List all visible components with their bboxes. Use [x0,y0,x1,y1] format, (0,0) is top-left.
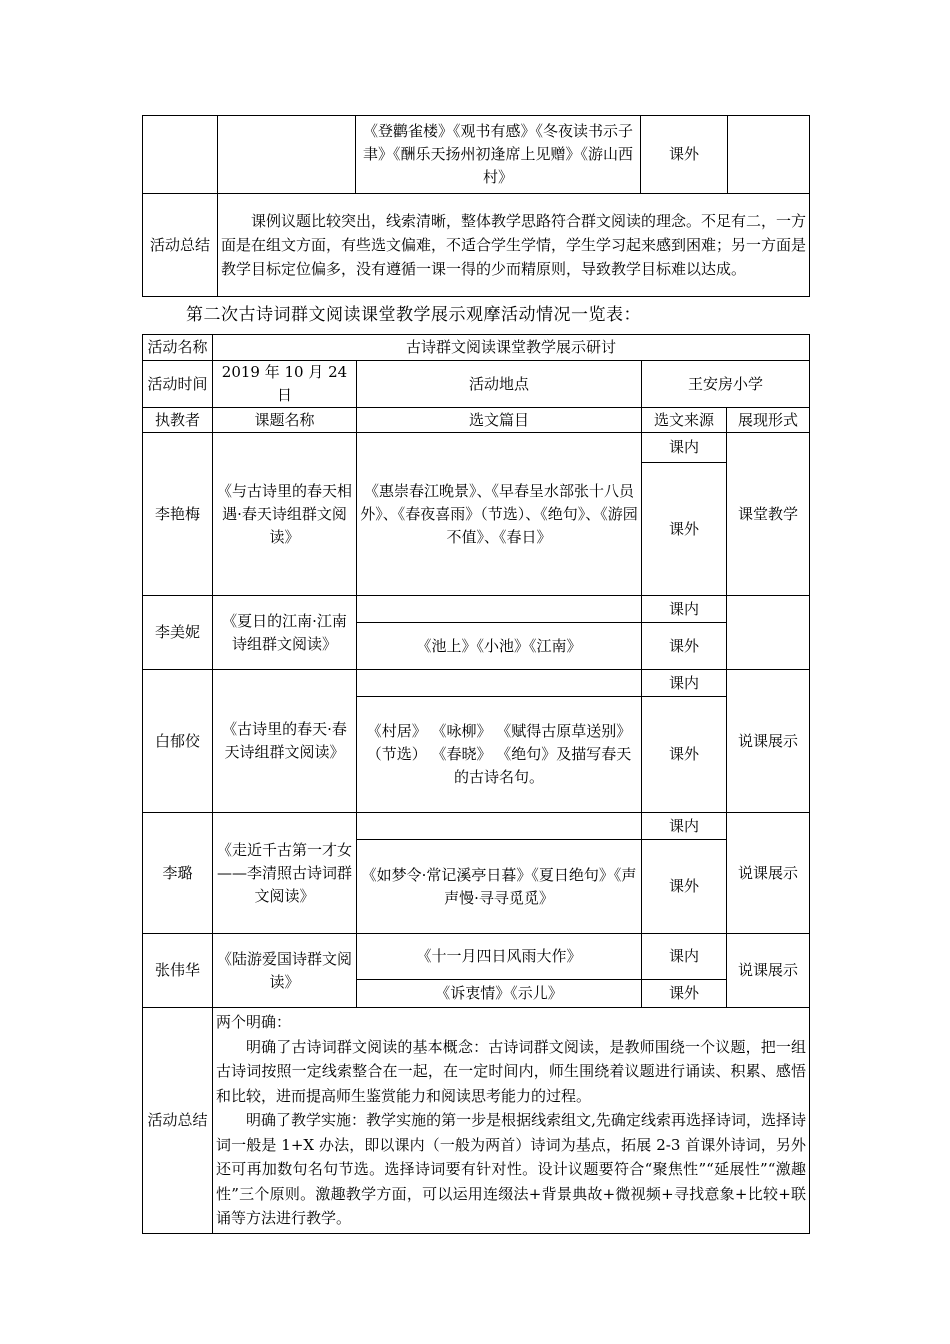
poem-list-cell: 《池上》《小池》《江南》 [357,623,642,670]
lesson-topic: 《与古诗里的春天相遇·春天诗组群文阅读》 [213,433,357,596]
lesson-topic: 《古诗里的春天·春天诗组群文阅读》 [213,670,357,813]
activity-place-value: 王安房小学 [642,361,810,408]
activity-table [142,334,810,1234]
summary-cell [218,194,810,297]
poem-in-cell [357,596,642,623]
poem-list-cell: 《诉衷情》《示儿》 [357,980,642,1008]
blank-cell [728,116,810,194]
summary-cell [213,1008,810,1234]
teacher-name: 李艳梅 [143,433,213,596]
table-row [143,361,810,408]
teacher-name: 李美妮 [143,596,213,670]
summary-text: 课例议题比较突出，线索清晰，整体教学思路符合群文阅读的理念。不足有二，一方面是在组文方面，有些选文偏难，不适合学生学情，学生学习起来感到困难；另一方面是教学目标定位偏多，没有遵循一课一得的少而精原则，导致教学目标难以达成。 [221,212,807,278]
poem-in-cell: 《十一月四日风雨大作》 [357,934,642,980]
table-row [143,934,810,980]
summary-row [143,1008,810,1234]
teacher-name: 李璐 [143,813,213,934]
presentation-form: 说课展示 [727,670,810,813]
blank-cell [218,116,356,194]
poem-list-cell: 《登鹳雀楼》《观书有感》《冬夜读书示子聿》《酬乐天扬州初逢席上见赠》《游山西村》 [356,116,641,194]
source-in: 课内 [642,934,727,980]
header-form: 展现形式 [727,408,810,433]
presentation-form: 说课展示 [727,934,810,1008]
source-out: 课外 [642,840,727,934]
header-row [143,408,810,433]
teacher-name: 白郁佼 [143,670,213,813]
activity-time-label: 活动时间 [143,361,213,408]
summary-title: 两个明确： [216,1013,292,1031]
presentation-form: 课堂教学 [727,433,810,596]
header-source: 选文来源 [642,408,727,433]
lesson-topic: 《走近千古第一才女——李清照古诗词群文阅读》 [213,813,357,934]
poem-list-cell: 《如梦令·常记溪亭日暮》《夏日绝句》《声声慢·寻寻觅觅》 [357,840,642,934]
table-row [143,433,810,463]
table-row [143,670,810,697]
summary-paragraph-1: 明确了古诗词群文阅读的基本概念：古诗词群文阅读，是教师围绕一个议题，把一组古诗词按照一定线索整合在一起，在一定时间内，师生围绕着议题进行诵读、积累、感悟和比较，进而提高师生鉴赏能力和阅读思考能力的过程。 [216,1037,807,1105]
activity-name-value: 古诗群文阅读课堂教学展示研讨 [213,335,810,361]
summary-label: 活动总结 [143,1008,213,1234]
poem-in-cell [357,670,642,697]
blank-cell [143,116,218,194]
presentation-form [727,596,810,670]
summary-label: 活动总结 [143,194,218,297]
previous-table [142,115,810,297]
source-out: 课外 [642,623,727,670]
activity-name-label: 活动名称 [143,335,213,361]
poem-list-cell: 《村居》 《咏柳》 《赋得古原草送别》（节选） 《春晓》 《绝句》及描写春天的古诗名句。 [357,697,642,813]
table-row [143,335,810,361]
poem-list-cell: 《惠崇春江晚景》、《早春呈水部张十八员外》、《春夜喜雨》（节选）、《绝句》、《游园不值》、《春日》 [357,433,642,596]
source-in: 课内 [642,813,727,840]
source-out: 课外 [642,463,727,596]
summary-row [143,194,810,297]
table-row [143,116,810,194]
lesson-topic: 《陆游爱国诗群文阅读》 [213,934,357,1008]
table-row [143,813,810,840]
teacher-name: 张伟华 [143,934,213,1008]
lesson-topic: 《夏日的江南·江南诗组群文阅读》 [213,596,357,670]
table-row [143,596,810,623]
poem-in-cell [357,813,642,840]
source-cell: 课外 [641,116,728,194]
summary-paragraph-2: 明确了教学实施：教学实施的第一步是根据线索组文,先确定线索再选择诗词，选择诗词一般是 1+X 办法，即以课内（一般为两首）诗词为基点，拓展 2-3 首课外诗词，另外还可再加数句名句节选。选择诗词要有针对性。设计议题要符合“聚焦性”“延展性”“激趣性”三个原则。激趣教学方面，可以运用连缀法+背景典故+微视频+寻找意象+比较+联诵等方法进行教学。 [216,1111,807,1227]
activity-time-value: 2019 年 10 月 24 日 [213,361,357,408]
source-in: 课内 [642,433,727,463]
source-in: 课内 [642,596,727,623]
presentation-form: 说课展示 [727,813,810,934]
source-out: 课外 [642,697,727,813]
activity-place-label: 活动地点 [357,361,642,408]
page-heading: 第二次古诗词群文阅读课堂教学展示观摩活动情况一览表： [186,305,641,325]
header-poems: 选文篇目 [357,408,642,433]
header-teacher: 执教者 [143,408,213,433]
source-in: 课内 [642,670,727,697]
source-out: 课外 [642,980,727,1008]
header-topic: 课题名称 [213,408,357,433]
